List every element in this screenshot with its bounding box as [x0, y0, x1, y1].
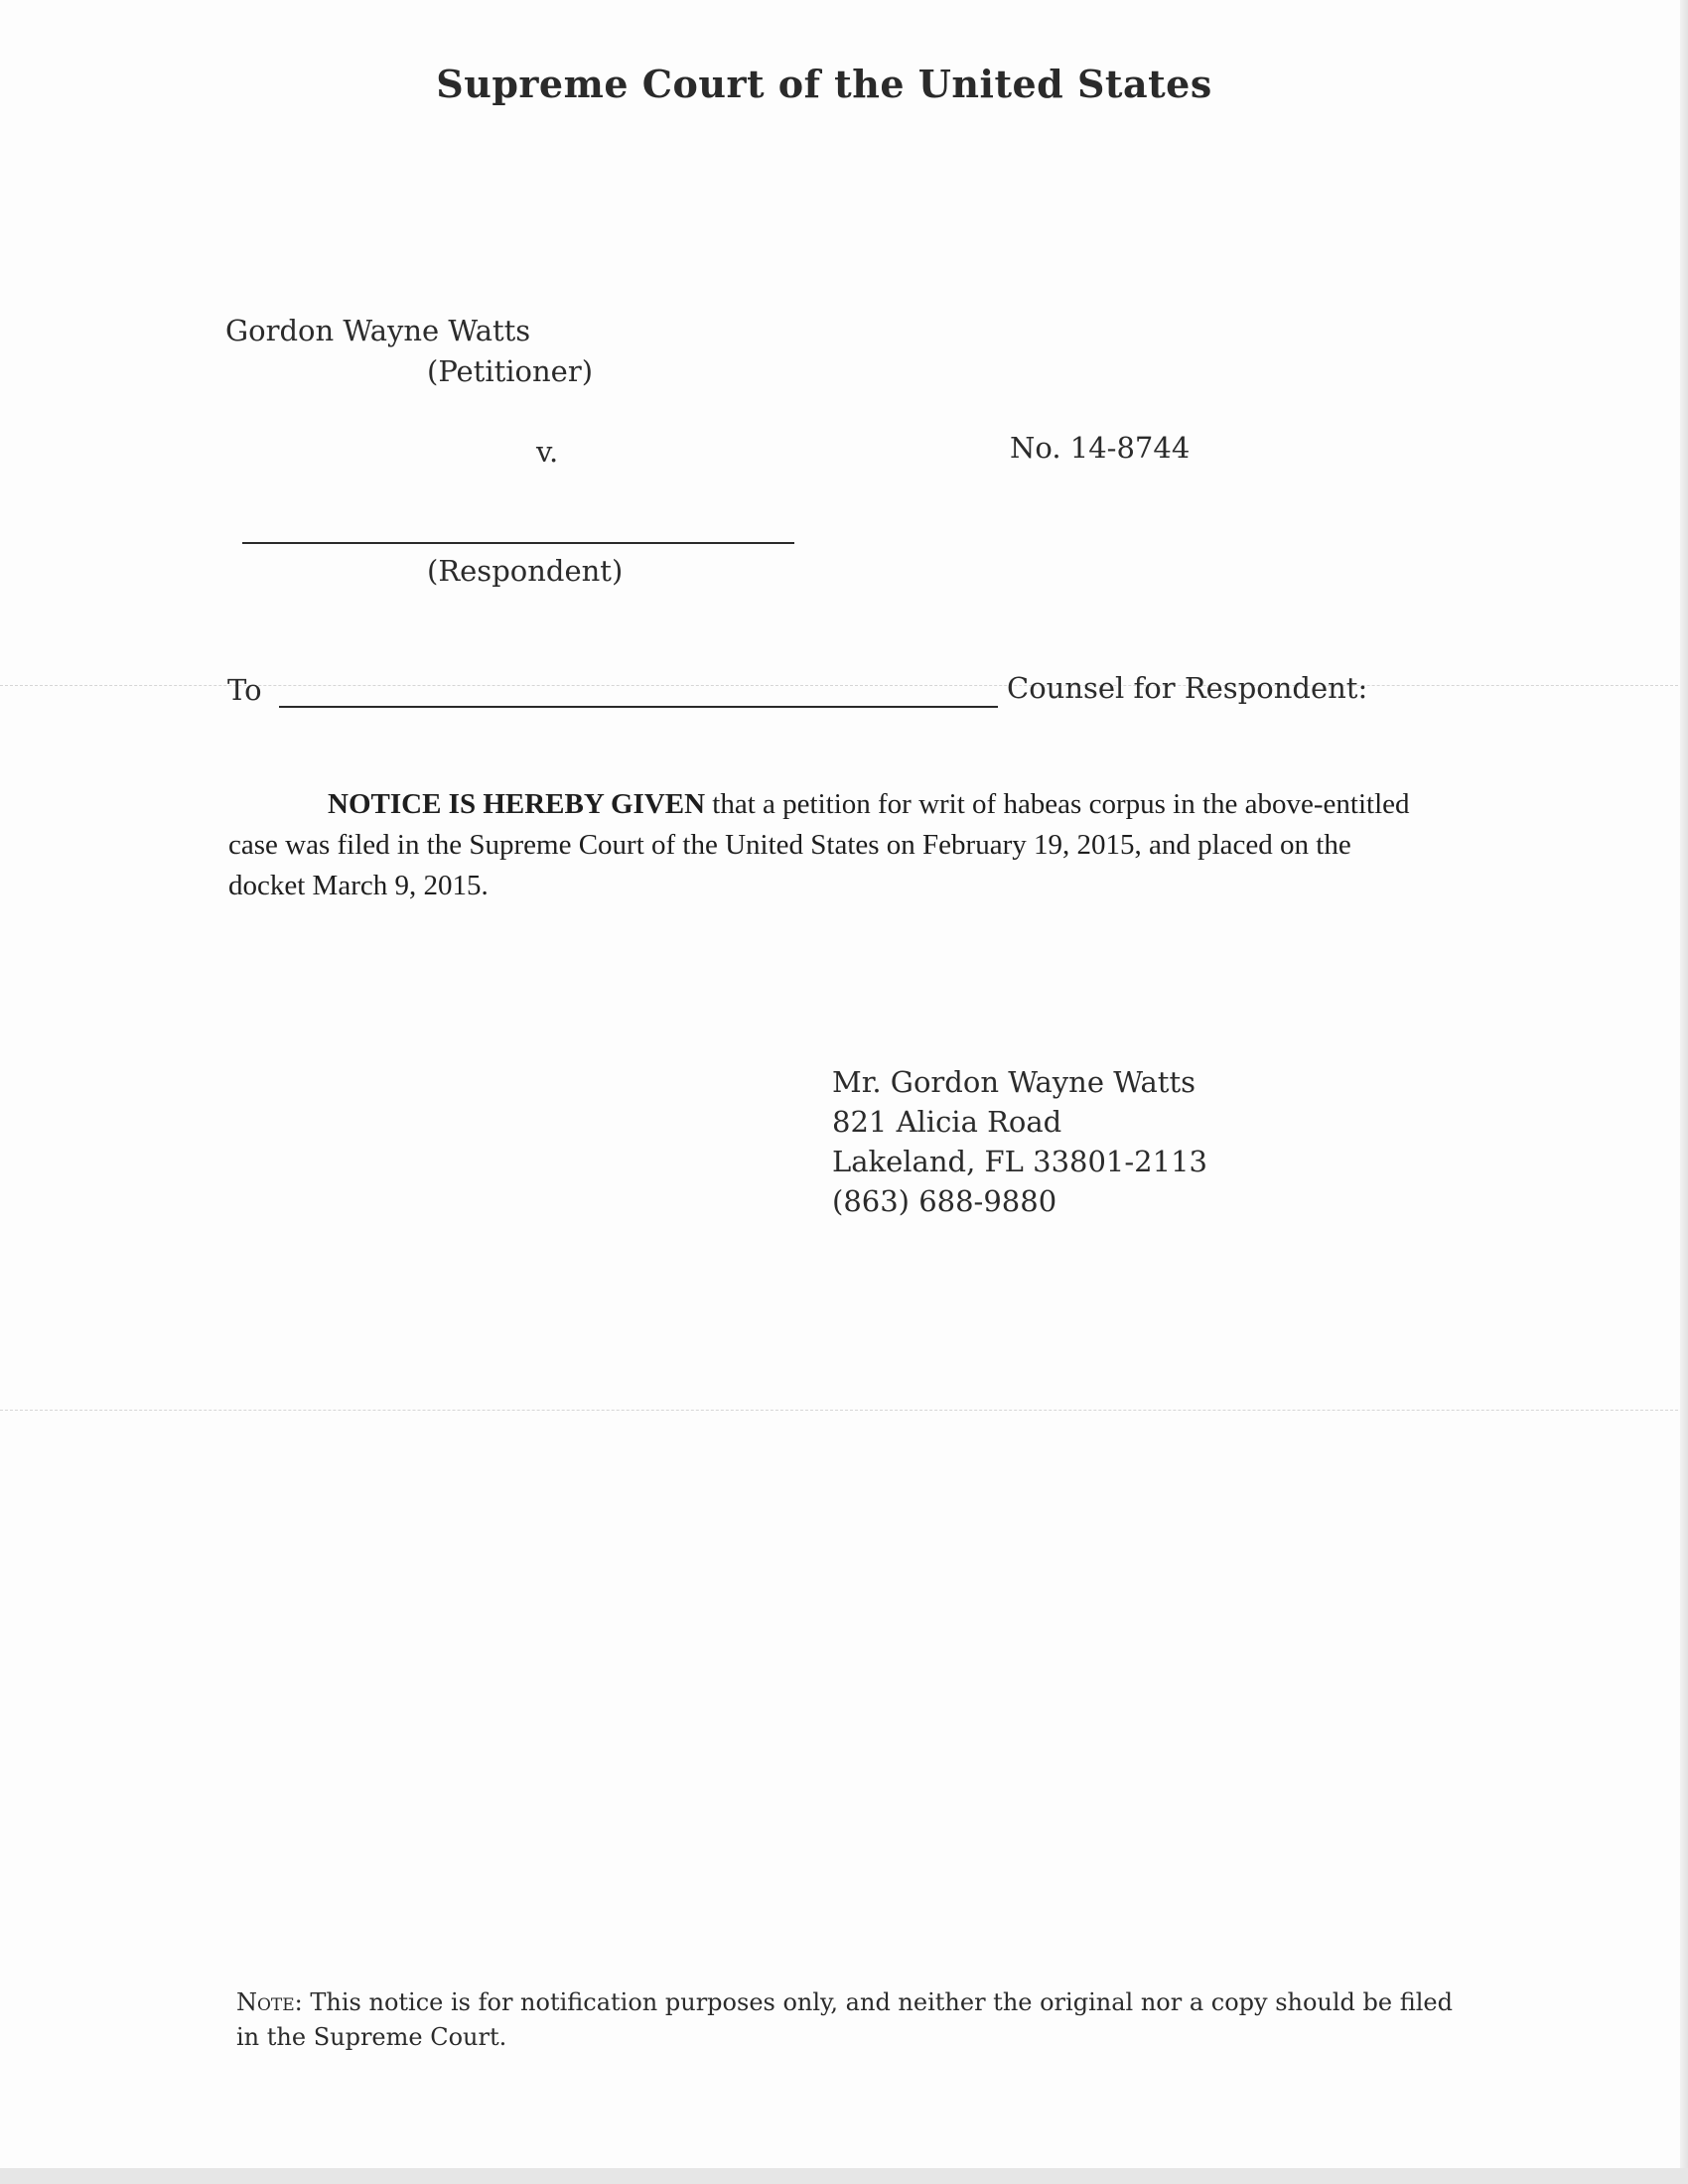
petitioner-role: (Petitioner) [427, 354, 594, 388]
respondent-name-line [242, 542, 794, 544]
court-title: Supreme Court of the United States [436, 62, 1212, 106]
to-label: To [227, 673, 262, 707]
versus: v. [536, 435, 559, 469]
notice-body: that a petition for writ of habeas corpus in the above-entitled case was filed in the Supreme Court of the United States on February 19, 2015, and placed on the docket March 9, 2015. [228, 788, 1410, 901]
address-city: Lakeland, FL 33801-2113 [832, 1145, 1207, 1178]
note-text: This notice is for notification purposes only, and neither the original nor a copy should be filed in the Supreme Court. [236, 1988, 1453, 2051]
note-label: Note: [236, 1988, 303, 2016]
respondent-role: (Respondent) [427, 554, 624, 588]
notice-paragraph [228, 784, 1420, 906]
address-block [832, 1062, 1207, 1221]
notice-lead: NOTICE IS HEREBY GIVEN [328, 788, 706, 820]
address-phone: (863) 688-9880 [832, 1184, 1057, 1218]
address-name: Mr. Gordon Wayne Watts [832, 1065, 1196, 1099]
page-bottom-edge [0, 2168, 1688, 2184]
counsel-label: Counsel for Respondent: [1007, 671, 1368, 705]
petitioner-name: Gordon Wayne Watts [225, 314, 531, 347]
address-street: 821 Alicia Road [832, 1105, 1062, 1139]
footer-note [236, 1985, 1458, 2055]
fold-crease-bottom [0, 1410, 1688, 1411]
page-right-edge [1680, 0, 1688, 2184]
to-blank-line [279, 706, 998, 708]
case-number: No. 14-8744 [1010, 431, 1191, 465]
